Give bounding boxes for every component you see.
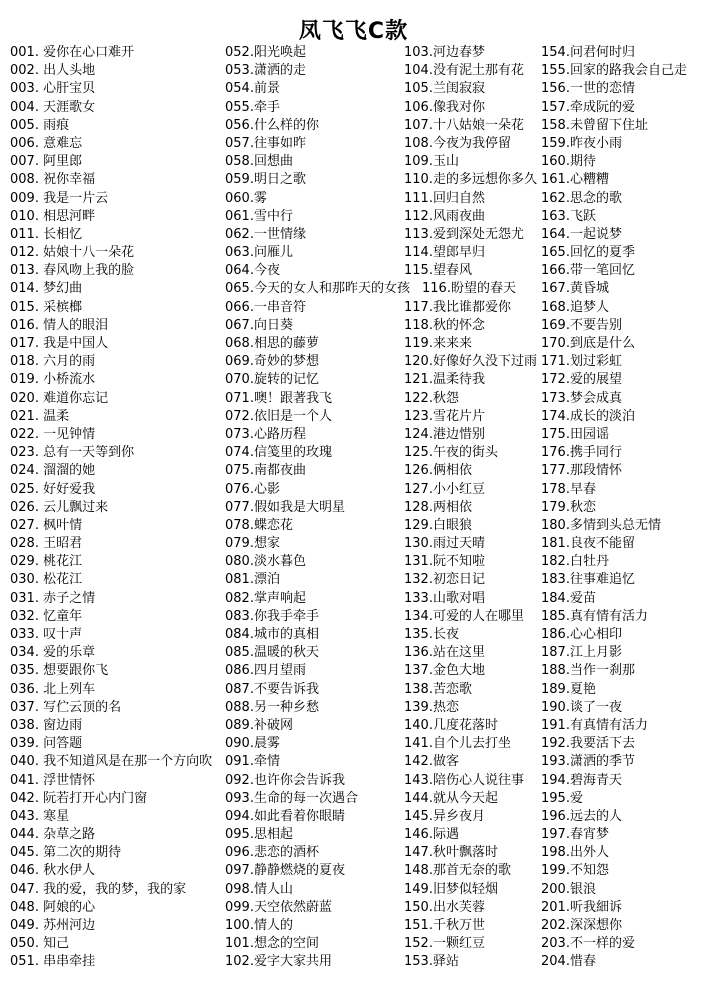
song-item: 085.温暖的秋天: [225, 645, 319, 661]
song-item: 001. 爱你在心口难开: [10, 45, 135, 60]
song-item: 161.心糟糟: [541, 172, 609, 188]
song-item: 048. 阿娘的心: [10, 899, 96, 915]
song-item: 097.静静燃烧的夏夜: [225, 863, 345, 879]
song-item: 038. 窗边雨: [10, 717, 83, 733]
song-item: 167.黄昏城: [541, 281, 609, 297]
song-item: 032. 忆童年: [10, 608, 83, 624]
song-item: 005. 雨痕: [10, 117, 70, 133]
song-item: 127.小小红豆: [404, 481, 485, 497]
song-item: 013. 春风吻上我的脸: [10, 263, 135, 279]
song-item: 024. 溜溜的她: [10, 463, 96, 479]
song-item: 146.际遇: [404, 827, 459, 843]
song-item: 185.真有情有活力: [541, 608, 648, 624]
song-item: 075.南都夜曲: [225, 463, 306, 479]
song-item: 112.风雨夜曲: [404, 208, 485, 224]
song-item: 057.往事如昨: [225, 135, 306, 151]
song-item: 145.异乡夜月: [404, 808, 485, 824]
song-item: 016. 情人的眼泪: [10, 317, 109, 333]
song-item: 153.驿站: [404, 954, 459, 970]
song-item: 054.前景: [225, 81, 280, 97]
song-item: 036. 北上列车: [10, 681, 96, 697]
song-item: 088.另一种乡愁: [225, 699, 319, 715]
song-item: 124.港边惜别: [404, 426, 485, 442]
song-item: 052.阳光唤起: [225, 45, 306, 60]
song-item: 022. 一见钟情: [10, 426, 96, 442]
song-item: 157.牵成阮的爱: [541, 99, 635, 115]
song-item: 096.悲恋的酒杯: [225, 845, 319, 861]
song-item: 043. 寒星: [10, 808, 70, 824]
song-item: 014. 梦幻曲: [10, 281, 83, 297]
song-item: 173.梦会成真: [541, 390, 622, 406]
song-item: 204.惜春: [541, 954, 596, 970]
song-item: 141.自个儿去打坐: [404, 736, 511, 752]
song-item: 187.江上月影: [541, 645, 622, 661]
song-item: 115.望春风: [404, 263, 472, 279]
song-item: 137.金色大地: [404, 663, 485, 679]
song-item: 061.雪中行: [225, 208, 293, 224]
song-item: 073.心路历程: [225, 426, 306, 442]
song-item: 123.雪花片片: [404, 408, 485, 424]
song-item: 158.未曾留下住址: [541, 117, 648, 133]
song-item: 149.旧梦似轻烟: [404, 881, 498, 897]
song-item: 135.长夜: [404, 627, 459, 642]
song-item: 026. 云儿飘过来: [10, 499, 109, 515]
song-column-3: [404, 44, 537, 972]
song-item: 168.追梦人: [541, 299, 609, 315]
song-item: 131.阮不知啦: [404, 554, 485, 570]
song-item: 094.如此看着你眼睛: [225, 808, 345, 824]
song-item: 021. 温柔: [10, 408, 70, 424]
song-item: 130.雨过天晴: [404, 536, 485, 552]
song-item: 101.想念的空间: [225, 936, 319, 952]
song-item: 114.望郎早归: [404, 245, 485, 261]
song-item: 081.漂泊: [225, 572, 280, 588]
song-item: 004. 天涯歌女: [10, 99, 96, 115]
song-item: 017. 我是中国人: [10, 336, 109, 351]
song-item: 055.牵手: [225, 99, 280, 115]
song-item: 058.回想曲: [225, 154, 293, 170]
song-item: 068.相思的藤萝: [225, 336, 319, 351]
song-item: 200.银浪: [541, 881, 596, 897]
song-item: 125.午夜的街头: [404, 445, 498, 461]
song-item: 102.爱字大家共用: [225, 954, 332, 970]
song-item: 092.也许你会告诉我: [225, 772, 345, 788]
song-item: 191.有真情有活力: [541, 717, 648, 733]
song-item: 012. 姑娘十八一朵花: [10, 245, 135, 261]
song-item: 035. 想要跟你飞: [10, 663, 109, 679]
song-item: 111.回归自然: [404, 190, 485, 206]
song-item: 098.情人山: [225, 881, 293, 897]
song-item: 194.碧海青天: [541, 772, 622, 788]
song-item: 076.心影: [225, 481, 280, 497]
song-item: 110.走的多远想你多久: [404, 172, 537, 188]
song-item: 050. 知己: [10, 936, 70, 952]
song-item: 104.没有泥土那有花: [404, 63, 524, 79]
song-item: 056.什么样的你: [225, 117, 319, 133]
song-item: 198.出外人: [541, 845, 609, 861]
song-item: 099.天空依然蔚蓝: [225, 899, 332, 915]
song-item: 116.盼望的春天: [422, 281, 516, 297]
song-item: 107.十八姑娘一朵花: [404, 117, 524, 133]
song-item: 045. 第二次的期待: [10, 845, 122, 861]
song-item: 113.爱到深处无怨尤: [404, 226, 524, 242]
song-item: 023. 总有一天等到你: [10, 445, 135, 461]
song-item: 009. 我是一片云: [10, 190, 109, 206]
song-item: 186.心心相印: [541, 627, 622, 642]
song-item: 117.我比谁都爱你: [404, 299, 511, 315]
song-item: 179.秋恋: [541, 499, 596, 515]
song-item: 053.潇洒的走: [225, 63, 306, 79]
song-item: 066.一串音符: [225, 299, 306, 315]
song-item: 134.可爱的人在哪里: [404, 608, 524, 624]
song-item: 129.白眼狼: [404, 517, 472, 533]
song-item: 182.白牡丹: [541, 554, 609, 570]
song-item: 148.那首无奈的歌: [404, 863, 511, 879]
song-item: 070.旋转的记忆: [225, 372, 319, 388]
song-item: 103.河边春梦: [404, 45, 485, 60]
song-item: 069.奇妙的梦想: [225, 354, 319, 370]
song-item: 086.四月望雨: [225, 663, 306, 679]
song-item: 162.思念的歌: [541, 190, 622, 206]
song-item: 190.谈了一夜: [541, 699, 622, 715]
song-item: 007. 阿里郎: [10, 154, 83, 170]
song-item: 142.做客: [404, 754, 459, 770]
song-item: 072.依旧是一个人: [225, 408, 332, 424]
song-item: 062.一世情缘: [225, 226, 306, 242]
song-item: 047. 我的爱，我的梦，我的家: [10, 881, 187, 897]
song-item: 051. 串串牵挂: [10, 954, 96, 970]
song-item: 029. 桃花江: [10, 554, 83, 570]
song-item: 008. 祝你幸福: [10, 172, 96, 188]
song-item: 180.多情到头总无情: [541, 517, 661, 533]
song-item: 074.信笺里的玫瑰: [225, 445, 332, 461]
song-item: 152.一颗红豆: [404, 936, 485, 952]
song-item: 202.深深想你: [541, 918, 622, 933]
song-item: 095.思相起: [225, 827, 293, 843]
song-item: 059.明日之歌: [225, 172, 306, 188]
song-item: 171.划过彩虹: [541, 354, 622, 370]
song-item: 100.情人的: [225, 918, 293, 933]
song-item: 181.良夜不能留: [541, 536, 635, 552]
song-item: 192.我要活下去: [541, 736, 635, 752]
song-item: 031. 赤子之情: [10, 590, 96, 606]
song-item: 033. 叹十声: [10, 627, 83, 642]
song-column-4: [541, 44, 687, 972]
song-item: 028. 王昭君: [10, 536, 83, 552]
song-item: 034. 爱的乐章: [10, 645, 96, 661]
song-item: 196.远去的人: [541, 808, 622, 824]
song-item: 178.早春: [541, 481, 596, 497]
song-item: 049. 苏州河边: [10, 918, 96, 933]
song-item: 011. 长相忆: [10, 226, 83, 242]
song-item: 138.苦恋歌: [404, 681, 472, 697]
song-item: 078.蝶恋花: [225, 517, 293, 533]
song-item: 188.当作一刹那: [541, 663, 635, 679]
song-item: 176.携手同行: [541, 445, 622, 461]
song-item: 065.今天的女人和那昨天的女孩: [225, 281, 410, 297]
song-item: 195.爱: [541, 790, 583, 806]
song-item: 108.今夜为我停留: [404, 135, 511, 151]
song-item: 165.回忆的夏季: [541, 245, 635, 261]
song-column-1: [10, 44, 212, 972]
song-item: 170.到底是什么: [541, 336, 635, 351]
song-item: 106.像我对你: [404, 99, 485, 115]
song-item: 128.两相依: [404, 499, 472, 515]
song-item: 159.昨夜小雨: [541, 135, 622, 151]
song-item: 136.站在这里: [404, 645, 485, 661]
song-item: 119.来来来: [404, 336, 472, 351]
song-item: 010. 相思河畔: [10, 208, 96, 224]
song-item: 063.问雁儿: [225, 245, 293, 261]
song-item: 064.今夜: [225, 263, 280, 279]
song-item: 060.雾: [225, 190, 267, 206]
song-item: 126.俩相依: [404, 463, 472, 479]
song-item: 015. 采槟榔: [10, 299, 83, 315]
song-item: 077.假如我是大明星: [225, 499, 345, 515]
song-item: 082.掌声响起: [225, 590, 306, 606]
song-item: 184.爱苗: [541, 590, 596, 606]
song-item: 147.秋叶飘落时: [404, 845, 498, 861]
song-item: 197.春宵梦: [541, 827, 609, 843]
song-item: 122.秋怨: [404, 390, 459, 406]
song-item: 089.补破网: [225, 717, 293, 733]
song-item: 105.兰闺寂寂: [404, 81, 485, 97]
song-item: 080.淡水暮色: [225, 554, 306, 570]
song-item: 203.不一样的爱: [541, 936, 635, 952]
song-item: 018. 六月的雨: [10, 354, 96, 370]
song-item: 140.几度花落时: [404, 717, 498, 733]
song-item: 164.一起说梦: [541, 226, 622, 242]
song-item: 139.热恋: [404, 699, 459, 715]
song-item: 093.生命的每一次遇合: [225, 790, 358, 806]
song-item: 037. 写伫云顶的名: [10, 699, 122, 715]
song-item: 144.就从今天起: [404, 790, 498, 806]
song-item: 042. 阮若打开心内门窗: [10, 790, 148, 806]
song-item: 091.牵情: [225, 754, 280, 770]
song-item: 174.成长的淡泊: [541, 408, 635, 424]
song-item: 084.城市的真相: [225, 627, 319, 642]
song-item: 003. 心肝宝贝: [10, 81, 96, 97]
song-item: 177.那段情怀: [541, 463, 622, 479]
song-item: 109.玉山: [404, 154, 459, 170]
song-item: 199.不知怨: [541, 863, 609, 879]
song-item: 019. 小桥流水: [10, 372, 96, 388]
song-item: 132.初恋日记: [404, 572, 485, 588]
song-item: 143.陪伤心人说往事: [404, 772, 524, 788]
song-item: 087.不要告诉我: [225, 681, 319, 697]
song-item: 044. 杂草之路: [10, 827, 96, 843]
song-item: 002. 出人头地: [10, 63, 96, 79]
song-item: 169.不要告别: [541, 317, 622, 333]
song-column-2: [225, 44, 410, 972]
song-item: 025. 好好爱我: [10, 481, 96, 497]
song-item: 201.听我細诉: [541, 899, 622, 915]
song-item: 156.一世的恋情: [541, 81, 635, 97]
song-item: 040. 我不知道风是在那一个方向吹: [10, 754, 213, 770]
song-item: 118.秋的怀念: [404, 317, 485, 333]
song-item: 154.问君何时归: [541, 45, 635, 60]
song-item: 083.你我手牵手: [225, 608, 319, 624]
song-item: 193.潇洒的季节: [541, 754, 635, 770]
song-item: 006. 意难忘: [10, 135, 83, 151]
song-item: 133.山歌对唱: [404, 590, 485, 606]
song-item: 067.向日葵: [225, 317, 293, 333]
song-item: 030. 松花江: [10, 572, 83, 588]
song-item: 079.想家: [225, 536, 280, 552]
song-item: 155.回家的路我会自己走: [541, 63, 687, 79]
song-item: 090.晨雾: [225, 736, 280, 752]
song-item: 071.噢！跟著我飞: [225, 390, 332, 406]
song-item: 163.飞跃: [541, 208, 596, 224]
song-item: 020. 难道你忘记: [10, 390, 109, 406]
song-item: 150.出水芙蓉: [404, 899, 485, 915]
page-title: 凤飞飞C款: [298, 19, 409, 44]
song-item: 172.爱的展望: [541, 372, 622, 388]
song-item: 175.田园谣: [541, 426, 609, 442]
song-item: 189.夏艳: [541, 681, 596, 697]
song-item: 027. 枫叶情: [10, 517, 83, 533]
song-item: 046. 秋水伊人: [10, 863, 96, 879]
song-item: 183.往事难追忆: [541, 572, 635, 588]
song-item: 041. 浮世情怀: [10, 772, 96, 788]
song-item: 121.温柔待我: [404, 372, 485, 388]
song-item: 039. 问答题: [10, 736, 83, 752]
song-item: 160.期待: [541, 154, 596, 170]
song-item: 120.好像好久没下过雨: [404, 354, 537, 370]
song-item: 166.带一笔回忆: [541, 263, 635, 279]
song-item: 151.千秋万世: [404, 918, 485, 933]
